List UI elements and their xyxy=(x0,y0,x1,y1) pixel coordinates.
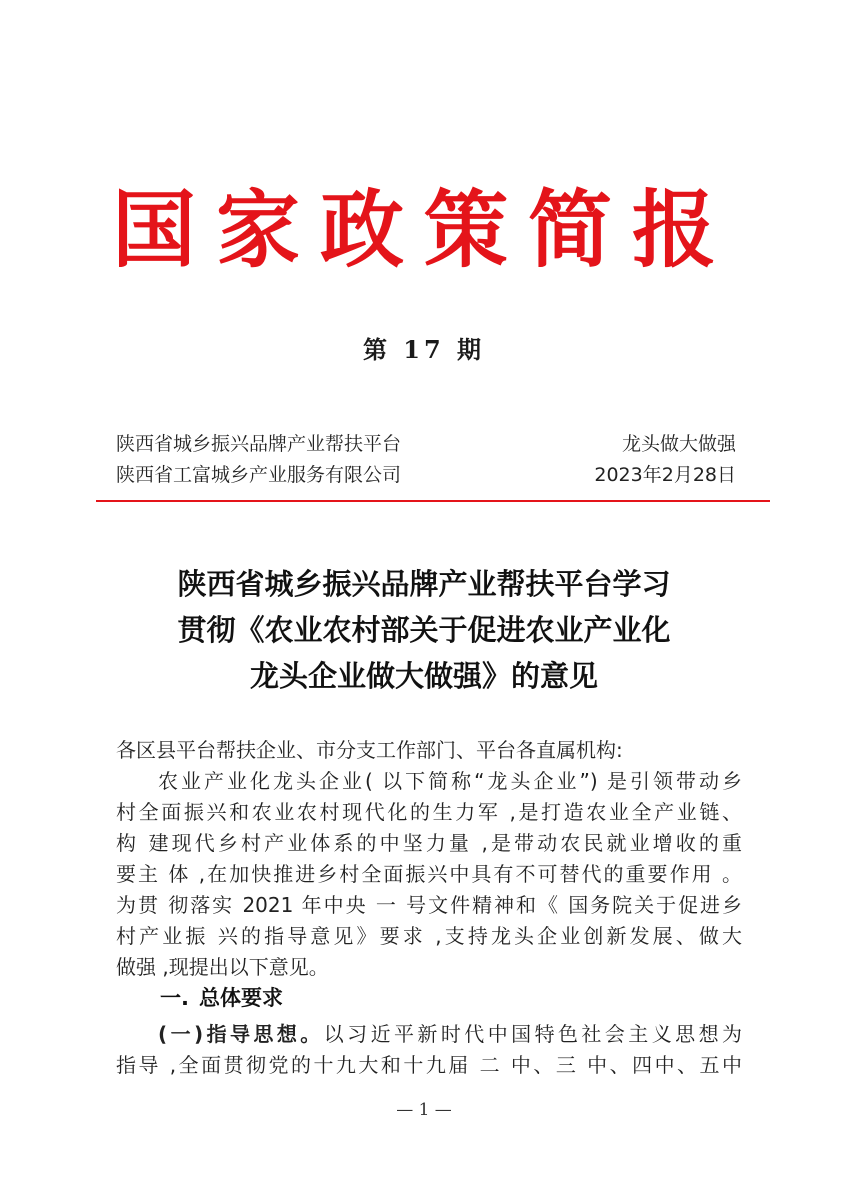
subsection-text: 以习近平新时代中国特色社会主义思想为 xyxy=(323,1022,743,1046)
salutation: 各区县平台帮扶企业、市分支工作部门、平台各直属机构: xyxy=(116,738,623,762)
masthead-title: 国家政策简报 xyxy=(111,180,736,279)
red-divider xyxy=(96,500,770,502)
org-name-1: 陕西省城乡振兴品牌产业帮扶平台 xyxy=(116,433,402,455)
article-title-line: 贯彻《农业农村部关于促进农业产业化 xyxy=(177,613,671,647)
body-line: 做强 ,现提出以下意见。 xyxy=(116,955,329,979)
body-line: 要主 体 ,在加快推进乡村全面振兴中具有不可替代的重要作用 。 xyxy=(116,862,742,886)
issue-date: 2023年2月28日 xyxy=(594,464,736,486)
subsection-line xyxy=(116,1019,742,1050)
section-number: 一. xyxy=(160,986,189,1010)
subsection-line: 指导 ,全面贯彻党的十九大和十九届 二 中、三 中、四中、五中 xyxy=(116,1053,742,1077)
meta-row-1 xyxy=(116,430,736,458)
article-title-line: 龙头企业做大做强》的意见 xyxy=(249,659,598,693)
meta-row-2 xyxy=(116,461,736,489)
subsection xyxy=(116,1019,742,1081)
article-title-line: 陕西省城乡振兴品牌产业帮扶平台学习 xyxy=(177,567,671,601)
article-title xyxy=(0,561,848,699)
body-line: 村全面振兴和农业农村现代化的生力军 ,是打造农业全产业链、 xyxy=(116,800,742,824)
body-line: 为贯 彻落实 2021 年中央 一 号文件精神和《 国务院关于促进乡 xyxy=(116,893,742,917)
issue-number: 第 17 期 xyxy=(362,335,486,364)
section-title: 总体要求 xyxy=(198,986,283,1010)
subsection-label: (一)指导思想。 xyxy=(158,1022,324,1046)
section-heading xyxy=(160,983,283,1013)
body-line: 构 建现代乡村产业体系的中坚力量 ,是带动农民就业增收的重 xyxy=(116,831,742,855)
body-line: 村产业振 兴的指导意见》要求 ,支持龙头企业创新发展、做大 xyxy=(116,924,742,948)
page-number: — 1 — xyxy=(396,1100,452,1120)
article-body xyxy=(116,735,742,983)
topic-label: 龙头做大做强 xyxy=(621,433,736,455)
body-line: 农业产业化龙头企业( 以下简称“龙头企业”) 是引领带动乡 xyxy=(158,769,742,793)
org-name-2: 陕西省工富城乡产业服务有限公司 xyxy=(116,464,402,486)
